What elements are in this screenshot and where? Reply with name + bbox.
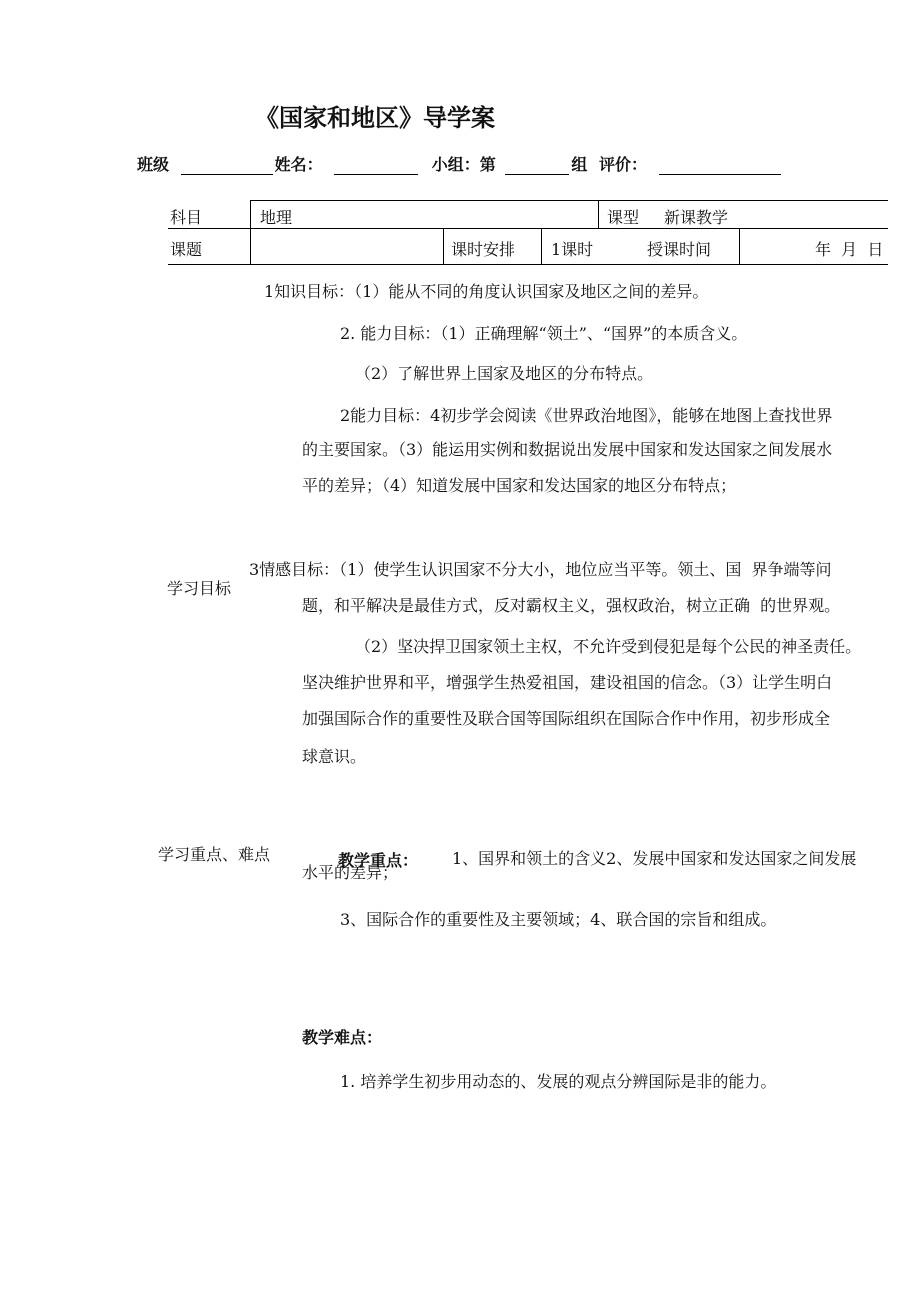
date-value: 年 月 日 xyxy=(815,240,884,259)
table-divider xyxy=(250,200,251,264)
objective-line: 平的差异；（4）知道发展中国家和发达国家的地区分布特点； xyxy=(302,476,737,495)
objective-line: 坚决维护世界和平，增强学生热爱祖国，建设祖国的信念。（3）让学生明白 xyxy=(302,673,833,692)
table-divider xyxy=(598,200,599,228)
table-divider xyxy=(541,228,542,264)
topic-label: 课题 xyxy=(170,240,203,259)
subject-label: 科目 xyxy=(170,208,203,227)
lesson-type-label: 课型 xyxy=(607,208,640,227)
objective-line: 3情感目标：（1）使学生认识国家不分大小，地位应当平等。领土、国 界争端等问 xyxy=(249,560,832,579)
subject-value: 地理 xyxy=(260,208,293,227)
table-divider xyxy=(443,228,444,264)
name-field[interactable] xyxy=(334,156,418,175)
objective-line: 2能力目标：4初步学会阅读《世界政治地图》，能够在地图上查找世界 xyxy=(340,406,833,425)
focus-line: 水平的差异； xyxy=(302,863,399,882)
group-label: 小组：第 xyxy=(431,155,496,174)
objective-line: 球意识。 xyxy=(302,747,367,766)
objective-line: 1知识目标：（1）能从不同的角度认识国家及地区之间的差异。 xyxy=(264,282,709,301)
table-mid-border xyxy=(168,228,888,229)
objective-line: 题，和平解决是最佳方式，反对霸权主义，强权政治，树立正确 的世界观。 xyxy=(302,596,841,615)
class-field[interactable] xyxy=(181,156,273,175)
table-top-border xyxy=(250,200,888,201)
difficulty-line: 1. 培养学生初步用动态的、发展的观点分辨国际是非的能力。 xyxy=(340,1072,777,1091)
group-field[interactable] xyxy=(505,156,569,175)
class-label: 班级 xyxy=(137,155,170,174)
difficulty-label: 教学难点： xyxy=(302,1028,383,1047)
eval-label: 评价： xyxy=(598,155,647,174)
keypoints-section-label: 学习重点、难点 xyxy=(158,845,271,864)
focus-line: 1、国界和领土的含义2、发展中国家和发达国家之间发展 xyxy=(452,849,857,868)
focus-line: 3、国际合作的重要性及主要领域；4、联合国的宗旨和组成。 xyxy=(340,910,777,929)
objectives-section-label: 学习目标 xyxy=(167,579,232,598)
student-info-line xyxy=(137,152,781,175)
hours-label: 课时安排 xyxy=(451,240,516,259)
objective-line: （2）了解世界上国家及地区的分布特点。 xyxy=(355,364,654,383)
table-divider xyxy=(739,228,740,264)
page-title: 《国家和地区》导学案 xyxy=(255,104,495,132)
objective-line: 2. 能力目标：（1）正确理解“领土”、“国界”的本质含义。 xyxy=(340,324,748,343)
name-label: 姓名： xyxy=(274,155,323,174)
group-suffix: 组 xyxy=(571,155,588,174)
objective-line: 的主要国家。（3）能运用实例和数据说出发展中国家和发达国家之间发展水 xyxy=(302,440,833,459)
objective-line: （2）坚决捍卫国家领土主权，不允许受到侵犯是每个公民的神圣责任。 xyxy=(355,637,862,656)
objective-line: 加强国际合作的重要性及联合国等国际组织在国际合作中作用，初步形成全 xyxy=(302,709,831,728)
time-label: 授课时间 xyxy=(647,240,712,259)
table-bottom-border xyxy=(168,264,888,265)
eval-field[interactable] xyxy=(659,156,781,175)
focus-label: 教学重点： xyxy=(338,851,419,870)
hours-value: 1课时 xyxy=(551,240,594,259)
lesson-type-value: 新课教学 xyxy=(664,208,729,227)
